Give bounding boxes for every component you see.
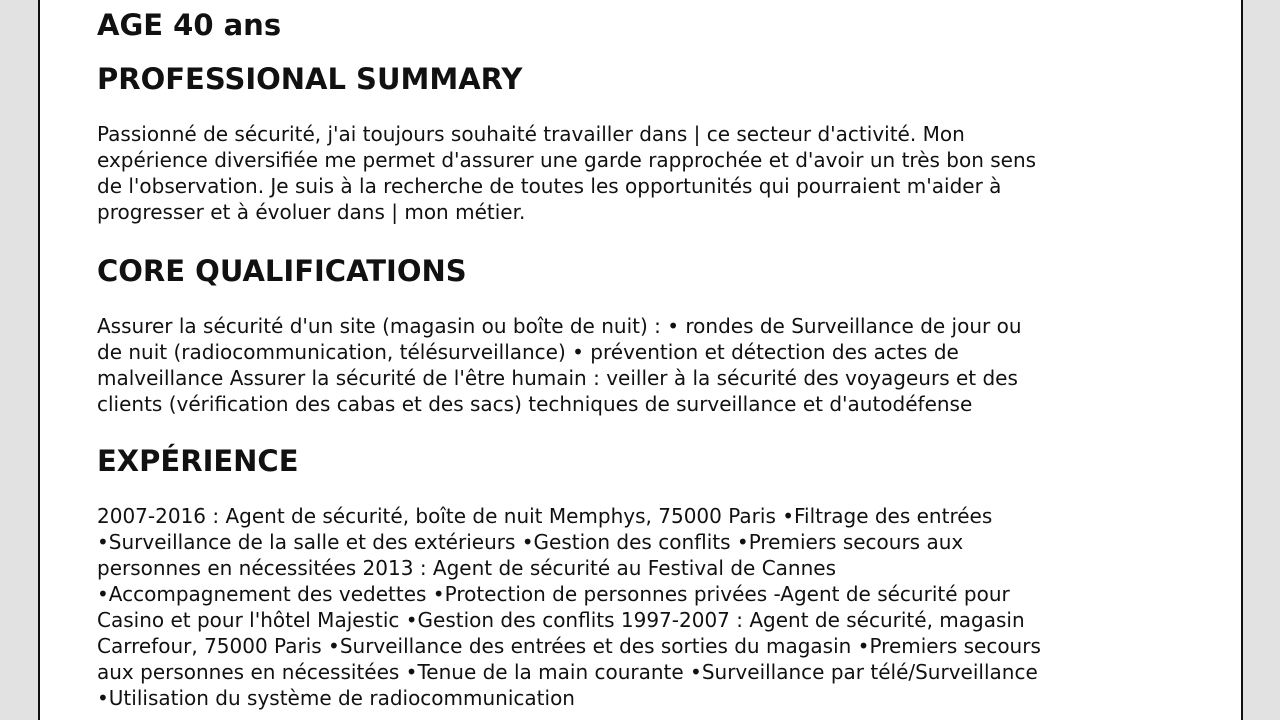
- experience-line: •Utilisation du système de radiocommunication: [97, 686, 575, 710]
- qualifications-line: Assurer la sécurité d'un site (magasin ou boîte de nuit) : • rondes de Surveillance de jour ou: [97, 314, 1022, 338]
- experience-line: 2007-2016 : Agent de sécurité, boîte de nuit Memphys, 75000 Paris •Filtrage des entrées: [97, 504, 993, 528]
- page-right-border: [1241, 0, 1243, 720]
- right-margin-band: [1240, 0, 1280, 720]
- experience-heading: EXPÉRIENCE: [97, 444, 299, 478]
- experience-line: Carrefour, 75000 Paris •Surveillance des entrées et des sorties du magasin •Premiers secours: [97, 634, 1041, 658]
- page-left-border: [38, 0, 40, 720]
- qualifications-line: malveillance Assurer la sécurité de l'être humain : veiller à la sécurité des voyageurs et des: [97, 366, 1018, 390]
- summary-line: expérience diversifiée me permet d'assurer une garde rapprochée et d'avoir un très bon sens: [97, 148, 1037, 172]
- experience-paragraph: [97, 503, 1197, 711]
- experience-line: personnes en nécessitées 2013 : Agent de sécurité au Festival de Cannes: [97, 556, 836, 580]
- summary-line: de l'observation. Je suis à la recherche de toutes les opportunités qui pourraient m'aider à: [97, 174, 1002, 198]
- summary-heading: PROFESSIONAL SUMMARY: [97, 62, 523, 96]
- left-margin-band: [0, 0, 40, 720]
- summary-paragraph: [97, 121, 1197, 225]
- summary-line: progresser et à évoluer dans | mon métier.: [97, 200, 526, 224]
- qualifications-line: clients (vérification des cabas et des sacs) techniques de surveillance et d'autodéfense: [97, 392, 973, 416]
- experience-line: •Accompagnement des vedettes •Protection de personnes privées -Agent de sécurité pour: [97, 582, 1010, 606]
- age-line: AGE 40 ans: [97, 8, 282, 42]
- resume-page: [40, 0, 1241, 720]
- experience-line: aux personnes en nécessitées •Tenue de la main courante •Surveillance par télé/Surveillance: [97, 660, 1038, 684]
- summary-line: Passionné de sécurité, j'ai toujours souhaité travailler dans | ce secteur d'activité. Mon: [97, 122, 965, 146]
- experience-line: Casino et pour l'hôtel Majestic •Gestion des conflits 1997-2007 : Agent de sécurité, magasin: [97, 608, 1025, 632]
- experience-line: •Surveillance de la salle et des extérieurs •Gestion des conflits •Premiers secours aux: [97, 530, 964, 554]
- qualifications-paragraph: [97, 313, 1197, 417]
- qualifications-heading: CORE QUALIFICATIONS: [97, 254, 467, 288]
- qualifications-line: de nuit (radiocommunication, télésurveillance) • prévention et détection des actes de: [97, 340, 959, 364]
